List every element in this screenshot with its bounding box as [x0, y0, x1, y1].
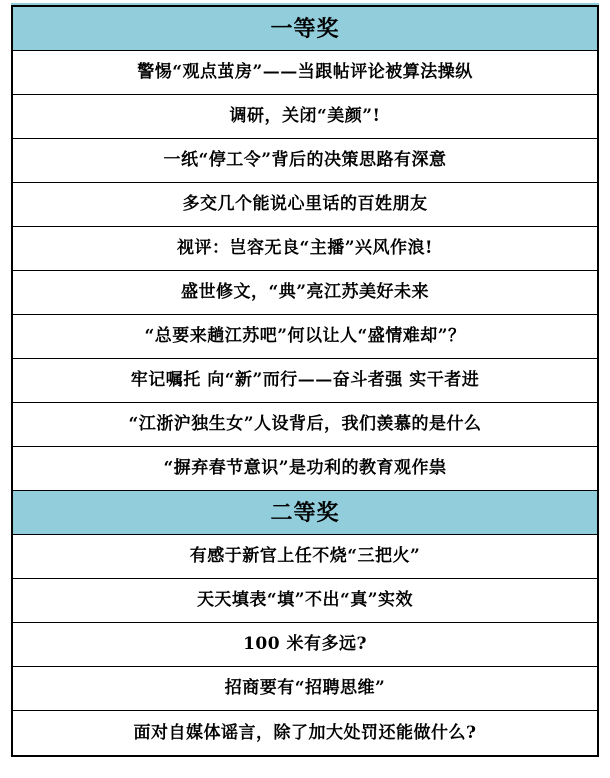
awards-table-wrapper	[11, 3, 599, 757]
award-entry-row: 警惕“观点茧房”——当跟帖评论被算法操纵	[13, 51, 597, 95]
award-entry-row: “总要来趟江苏吧”何以让人“盛情难却”？	[13, 315, 597, 359]
award-entry-row: “江浙沪独生女”人设背后，我们羡慕的是什么	[13, 403, 597, 447]
award-entry-row: 多交几个能说心里话的百姓朋友	[13, 183, 597, 227]
award-entry-row: “摒弃春节意识”是功利的教育观作祟	[13, 447, 597, 491]
awards-table	[11, 5, 599, 757]
award-entry-row: 面对自媒体谣言，除了加大处罚还能做什么?	[13, 711, 597, 755]
prize-tier-header-first: 一等奖	[13, 7, 597, 51]
award-entry-row: 调研，关闭“美颜”!	[13, 95, 597, 139]
award-entry-row: 天天填表“填”不出“真”实效	[13, 579, 597, 623]
award-entry-row: 100 米有多远?	[13, 623, 597, 667]
award-entry-row: 一纸“停工令”背后的决策思路有深意	[13, 139, 597, 183]
award-entry-row: 牢记嘱托 向“新”而行——奋斗者强 实干者进	[13, 359, 597, 403]
award-entry-row: 盛世修文，“典”亮江苏美好未来	[13, 271, 597, 315]
prize-tier-header-second: 二等奖	[13, 491, 597, 535]
award-entry-row: 有感于新官上任不烧“三把火”	[13, 535, 597, 579]
award-entry-row: 视评：岂容无良“主播”兴风作浪!	[13, 227, 597, 271]
award-entry-row: 招商要有“招聘思维”	[13, 667, 597, 711]
